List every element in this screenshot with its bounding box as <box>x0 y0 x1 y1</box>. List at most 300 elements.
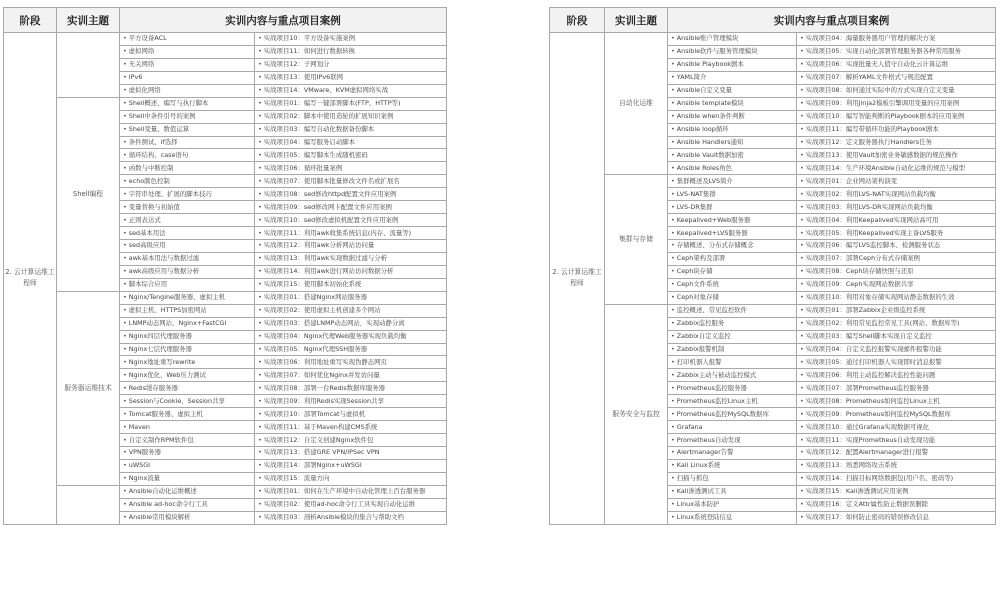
stage-cell: 2. 云计算运维工程师 <box>550 33 605 525</box>
bullet-icon: • <box>258 319 262 328</box>
content-item <box>120 459 255 472</box>
content-item <box>668 265 797 278</box>
bullet-icon: • <box>671 163 675 172</box>
bullet-icon: • <box>123 500 127 509</box>
content-item-text: Kali Linux系统 <box>676 461 721 470</box>
content-item <box>668 408 797 421</box>
content-item-text: Ansible软件与服务管理模块 <box>676 47 758 56</box>
bullet-icon: • <box>800 332 804 341</box>
content-item <box>120 162 255 175</box>
bullet-icon: • <box>671 383 675 392</box>
bullet-icon: • <box>123 137 127 146</box>
project-item <box>797 240 996 253</box>
content-item <box>668 188 797 201</box>
project-item-text: 实战项目02：脚本中使用造轮的扩展知识案例 <box>263 112 394 121</box>
bullet-icon: • <box>123 254 127 263</box>
project-item <box>255 343 447 356</box>
content-item <box>120 511 255 524</box>
bullet-icon: • <box>258 241 262 250</box>
content-item-text: Nginx优化、Web压力测试 <box>128 370 206 379</box>
project-item <box>797 485 996 498</box>
bullet-icon: • <box>123 86 127 95</box>
project-item-text: 实战项目04：海量服务器用户管理的解决方案 <box>805 34 936 43</box>
bullet-icon: • <box>258 357 262 366</box>
content-item <box>668 330 797 343</box>
content-item-text: 脚本综合应用 <box>128 280 168 289</box>
project-item <box>255 511 447 524</box>
content-item-text: Prometheus监控Linux主机 <box>676 396 758 405</box>
content-item-text: 虚拟化网络 <box>128 86 161 95</box>
content-item <box>120 214 255 227</box>
table-header-row <box>4 8 447 33</box>
bullet-icon: • <box>671 112 675 121</box>
content-item <box>120 123 255 136</box>
bullet-icon: • <box>258 137 262 146</box>
content-item-text: 监控概述、常见监控软件 <box>676 306 748 315</box>
bullet-icon: • <box>671 396 675 405</box>
content-item <box>120 33 255 46</box>
bullet-icon: • <box>123 487 127 496</box>
content-item-text: Maven <box>128 422 150 431</box>
project-item <box>255 214 447 227</box>
bullet-icon: • <box>671 137 675 146</box>
project-item <box>797 304 996 317</box>
bullet-icon: • <box>671 500 675 509</box>
project-item-text: 实战项目01：企业网站架构演变 <box>805 176 897 185</box>
project-item-text: 实战项目13：使用Vault加密业务敏感数据的规范操作 <box>805 150 958 159</box>
header-stage: 阶段 <box>550 8 605 33</box>
project-item <box>797 369 996 382</box>
project-item <box>797 110 996 123</box>
content-item-text: Zabbix主动与被动监控模式 <box>676 370 757 379</box>
bullet-icon: • <box>123 435 127 444</box>
project-item <box>255 395 447 408</box>
content-item <box>120 240 255 253</box>
topic-cell: 服务安全与监控 <box>605 304 668 524</box>
stage-cell: 2. 云计算运维工程师 <box>4 33 57 525</box>
bullet-icon: • <box>671 60 675 69</box>
content-item <box>120 136 255 149</box>
bullet-icon: • <box>800 357 804 366</box>
content-item <box>668 291 797 304</box>
project-item <box>797 356 996 369</box>
project-item <box>255 291 447 304</box>
bullet-icon: • <box>123 112 127 121</box>
project-item-text: 实战项目04：自定义监控报警实现邮件报警功能 <box>805 344 942 353</box>
topic-cell: 自动化运维 <box>605 33 668 175</box>
project-item-text: 实战项目13：利用awk实现数据过滤与分析 <box>263 254 388 263</box>
bullet-icon: • <box>258 344 262 353</box>
content-item <box>120 110 255 123</box>
content-item <box>668 227 797 240</box>
project-item-text: 实战项目10：通过Grafana实现数据可视化 <box>805 422 930 431</box>
project-item <box>797 162 996 175</box>
bullet-icon: • <box>671 267 675 276</box>
content-item-text: 平方设备ACL <box>128 34 167 43</box>
bullet-icon: • <box>800 150 804 159</box>
project-item-text: 实战项目08：部署一台Redis数据库服务器 <box>263 383 386 392</box>
content-item <box>668 485 797 498</box>
bullet-icon: • <box>671 422 675 431</box>
bullet-icon: • <box>800 254 804 263</box>
bullet-icon: • <box>800 112 804 121</box>
project-item-text: 实战项目06：利用地址重写实现伪静态网页 <box>263 357 387 366</box>
content-item <box>120 58 255 71</box>
content-item <box>668 304 797 317</box>
bullet-icon: • <box>671 202 675 211</box>
content-item-text: 正则表达式 <box>128 215 161 224</box>
bullet-icon: • <box>800 383 804 392</box>
project-item <box>797 33 996 46</box>
bullet-icon: • <box>123 280 127 289</box>
project-item <box>797 188 996 201</box>
content-item-text: Prometheus监控服务器 <box>676 383 747 392</box>
content-item-text: 函数与中断控制 <box>128 163 174 172</box>
project-item <box>797 343 996 356</box>
content-item <box>668 214 797 227</box>
content-item <box>120 447 255 460</box>
table-row <box>550 33 996 46</box>
content-item-text: 扫描与抓包 <box>676 474 709 483</box>
table-row <box>4 291 447 304</box>
bullet-icon: • <box>800 319 804 328</box>
header-content: 实训内容与重点项目案例 <box>668 8 996 33</box>
content-item-text: LVS-NAT集群 <box>676 189 716 198</box>
content-item <box>668 369 797 382</box>
content-item-text: 字符串处理、扩展的脚本技巧 <box>128 189 212 198</box>
project-item <box>797 58 996 71</box>
content-item-text: LVS-DR集群 <box>676 202 713 211</box>
bullet-icon: • <box>258 228 262 237</box>
table-row <box>4 97 447 110</box>
project-item <box>255 123 447 136</box>
content-item-text: Ansible loop循环 <box>676 125 729 134</box>
content-item <box>120 498 255 511</box>
content-item <box>120 421 255 434</box>
project-item-text: 实战项目08：sed修改httpd配置文件应用案例 <box>263 189 397 198</box>
project-item-text: 实战项目12：配置Alertmanager进行报警 <box>805 448 929 457</box>
project-item <box>255 149 447 162</box>
bullet-icon: • <box>258 448 262 457</box>
project-item <box>797 278 996 291</box>
bullet-icon: • <box>123 176 127 185</box>
bullet-icon: • <box>671 176 675 185</box>
project-item <box>797 447 996 460</box>
content-item <box>120 485 255 498</box>
bullet-icon: • <box>258 370 262 379</box>
content-item <box>668 252 797 265</box>
project-item <box>797 123 996 136</box>
bullet-icon: • <box>800 228 804 237</box>
bullet-icon: • <box>123 60 127 69</box>
bullet-icon: • <box>258 47 262 56</box>
content-item <box>120 472 255 485</box>
content-item-text: Ansible常用模块解析 <box>128 513 191 522</box>
project-item <box>255 201 447 214</box>
project-item-text: 实战项目06：循环批量案例 <box>263 163 343 172</box>
content-item-text: awk基本用法与数据过滤 <box>128 254 200 263</box>
project-item <box>255 369 447 382</box>
project-item <box>255 356 447 369</box>
project-item-text: 实战项目07：使用脚本批量修改文件名或扩展名 <box>263 176 400 185</box>
content-item-text: Grafana <box>676 422 703 431</box>
bullet-icon: • <box>258 254 262 263</box>
project-item <box>797 317 996 330</box>
bullet-icon: • <box>671 409 675 418</box>
project-item-text: 实战项目15：流量方向 <box>263 474 330 483</box>
project-item-text: 实战项目13：使用IPv6联网 <box>263 73 344 82</box>
bullet-icon: • <box>800 176 804 185</box>
bullet-icon: • <box>800 370 804 379</box>
bullet-icon: • <box>258 99 262 108</box>
content-item <box>120 434 255 447</box>
project-item <box>255 45 447 58</box>
bullet-icon: • <box>258 176 262 185</box>
project-item <box>255 58 447 71</box>
content-item-text: Nginx七层代理服务器 <box>128 344 192 353</box>
content-item <box>668 136 797 149</box>
project-item-text: 实战项目04：编写服务启动脚本 <box>263 137 355 146</box>
topic-cell <box>57 33 120 98</box>
project-item <box>255 330 447 343</box>
project-item <box>255 240 447 253</box>
bullet-icon: • <box>671 461 675 470</box>
project-item-text: 实战项目14：利用awk进行网站访问数据分析 <box>263 267 394 276</box>
project-item-text: 实战项目07：部署Prometheus监控服务器 <box>805 383 929 392</box>
project-item <box>797 265 996 278</box>
content-item <box>120 343 255 356</box>
content-item-text: 变量替换与初始值 <box>128 202 180 211</box>
bullet-icon: • <box>800 422 804 431</box>
content-item-text: awk高级应用与数据分析 <box>128 267 200 276</box>
content-item <box>668 434 797 447</box>
content-item-text: 存储概述、分布式存储概念 <box>676 241 754 250</box>
content-item <box>120 45 255 58</box>
table-header-row <box>550 8 996 33</box>
project-item-text: 实战项目11：实现Prometheus自动发现功能 <box>805 435 936 444</box>
content-item-text: Ansible Playbook剧本 <box>676 60 744 69</box>
project-item-text: 实战项目09：Prometheus如何监控MySQL数据库 <box>805 409 951 418</box>
project-item <box>797 472 996 485</box>
bullet-icon: • <box>800 137 804 146</box>
project-item-text: 实战项目09：Ceph实现网站数据共享 <box>805 280 914 289</box>
content-item-text: Nginx流量 <box>128 474 161 483</box>
bullet-icon: • <box>800 86 804 95</box>
bullet-icon: • <box>800 267 804 276</box>
project-item-text: 实战项目07：部署Ceph分布式存储案例 <box>805 254 920 263</box>
project-item <box>255 459 447 472</box>
bullet-icon: • <box>258 332 262 341</box>
content-item <box>668 110 797 123</box>
content-item-text: Ansible Handlers通知 <box>676 137 744 146</box>
project-item-text: 实战项目02：利用常见监控常见工具(网站、数据库等) <box>805 319 960 328</box>
bullet-icon: • <box>800 215 804 224</box>
project-item-text: 实战项目10：sed修改虚拟机配置文件应用案例 <box>263 215 399 224</box>
project-item <box>255 252 447 265</box>
project-item <box>797 395 996 408</box>
bullet-icon: • <box>800 47 804 56</box>
content-item-text: 无关网络 <box>128 60 155 69</box>
content-item <box>120 149 255 162</box>
content-item-text: Zabbix报警机制 <box>676 344 725 353</box>
content-item-text: Ansible when条件判断 <box>676 112 745 121</box>
content-item <box>668 278 797 291</box>
content-item <box>120 291 255 304</box>
bullet-icon: • <box>258 306 262 315</box>
project-item <box>255 447 447 460</box>
project-item-text: 实战项目09：sed修改网卡配置文件应用案例 <box>263 202 392 211</box>
project-item-text: 实战项目02：利用LVS-NAT实现网站负载均衡 <box>805 189 936 198</box>
project-item-text: 实战项目13：熟悉网络攻击系统 <box>805 461 897 470</box>
content-item <box>120 408 255 421</box>
content-item-text: Ceph对象存储 <box>676 293 719 302</box>
project-item <box>255 175 447 188</box>
bullet-icon: • <box>671 125 675 134</box>
content-item <box>668 162 797 175</box>
content-item <box>668 84 797 97</box>
project-item <box>797 498 996 511</box>
project-item-text: 实战项目01：部署Zabbix企业级监控系统 <box>805 306 926 315</box>
project-item-text: 实战项目09：利用Redis实现Session共享 <box>263 396 384 405</box>
bullet-icon: • <box>123 73 127 82</box>
project-item-text: 实战项目12：定义服务器执行Handlers任务 <box>805 137 932 146</box>
bullet-icon: • <box>800 409 804 418</box>
bullet-icon: • <box>258 422 262 431</box>
project-item <box>255 227 447 240</box>
project-item-text: 实战项目15：使用脚本初始化系统 <box>263 280 362 289</box>
project-item-text: 实战项目12：利用awk分析网站访问量 <box>263 241 375 250</box>
bullet-icon: • <box>258 513 262 522</box>
project-item <box>797 291 996 304</box>
bullet-icon: • <box>123 344 127 353</box>
content-item <box>120 227 255 240</box>
project-item <box>797 97 996 110</box>
bullet-icon: • <box>123 396 127 405</box>
bullet-icon: • <box>671 254 675 263</box>
content-item-text: Prometheus自动发现 <box>676 435 741 444</box>
header-content: 实训内容与重点项目案例 <box>120 8 447 33</box>
project-item <box>797 201 996 214</box>
project-item <box>797 252 996 265</box>
topic-cell: 集群与存储 <box>605 175 668 304</box>
bullet-icon: • <box>800 241 804 250</box>
content-item <box>668 395 797 408</box>
project-item <box>255 162 447 175</box>
bullet-icon: • <box>258 500 262 509</box>
bullet-icon: • <box>123 189 127 198</box>
project-item <box>797 149 996 162</box>
content-item <box>668 58 797 71</box>
content-item <box>668 240 797 253</box>
content-item-text: 虚拟网络 <box>128 47 155 56</box>
content-item-text: Redis缓存服务器 <box>128 383 178 392</box>
project-item-text: 实战项目10：编写智能判断的Playbook剧本的应用案例 <box>805 112 965 121</box>
content-item-text: Shell概述、编写与执行脚本 <box>128 99 209 108</box>
project-item <box>797 459 996 472</box>
bullet-icon: • <box>123 422 127 431</box>
content-item-text: Ansible ad-hoc命令行工具 <box>128 500 208 509</box>
project-item <box>255 408 447 421</box>
bullet-icon: • <box>258 215 262 224</box>
bullet-icon: • <box>258 267 262 276</box>
content-item-text: 虚拟主机、HTTPS加密网站 <box>128 306 207 315</box>
content-item-text: Ansible自定义变量 <box>676 86 733 95</box>
content-item <box>668 343 797 356</box>
project-item-text: 实战项目03：搭建LNMP动态网站，实现动静分离 <box>263 319 405 328</box>
bullet-icon: • <box>671 487 675 496</box>
bullet-icon: • <box>123 228 127 237</box>
bullet-icon: • <box>123 513 127 522</box>
bullet-icon: • <box>258 73 262 82</box>
project-item-text: 实战项目01：编写一键部署脚本(FTP、HTTP等) <box>263 99 401 108</box>
project-item <box>255 382 447 395</box>
project-item-text: 实战项目09：利用Jinja2模板引擎调用变量的应用案例 <box>805 99 960 108</box>
content-item-text: Nginx/Tengine服务器、虚拟主机 <box>128 293 226 302</box>
project-item <box>797 382 996 395</box>
project-item-text: 实战项目10：平方设备实施案例 <box>263 34 355 43</box>
content-item <box>668 447 797 460</box>
topic-cell: 服务器运维技术 <box>57 291 120 485</box>
bullet-icon: • <box>258 86 262 95</box>
bullet-icon: • <box>800 99 804 108</box>
project-item-text: 实战项目17：如何防止密码的错误修改信息 <box>805 513 929 522</box>
project-item-text: 实战项目14：生产环境Ansible自动化运维的规范与模型 <box>805 163 966 172</box>
bullet-icon: • <box>258 461 262 470</box>
content-item-text: sed基本用法 <box>128 228 166 237</box>
content-item <box>668 71 797 84</box>
content-item <box>668 356 797 369</box>
bullet-icon: • <box>800 487 804 496</box>
content-item-text: Ansible Vault数据加密 <box>676 150 744 159</box>
content-item-text: Ceph文件系统 <box>676 280 719 289</box>
project-item <box>797 511 996 524</box>
bullet-icon: • <box>671 280 675 289</box>
content-item <box>668 33 797 46</box>
bullet-icon: • <box>671 150 675 159</box>
content-item <box>120 252 255 265</box>
bullet-icon: • <box>671 228 675 237</box>
bullet-icon: • <box>671 73 675 82</box>
project-item-text: 实战项目12：自定义创建Nginx软件包 <box>263 435 374 444</box>
content-item-text: echo颜色控制 <box>128 176 170 185</box>
bullet-icon: • <box>800 396 804 405</box>
content-item-text: 自定义制作RPM软件包 <box>128 435 194 444</box>
content-item <box>668 175 797 188</box>
bullet-icon: • <box>123 409 127 418</box>
project-item <box>797 45 996 58</box>
table-row <box>550 175 996 188</box>
bullet-icon: • <box>671 435 675 444</box>
bullet-icon: • <box>671 370 675 379</box>
project-item-text: 实战项目14：部署Nginx+uWSGI <box>263 461 362 470</box>
bullet-icon: • <box>258 474 262 483</box>
bullet-icon: • <box>123 34 127 43</box>
bullet-icon: • <box>258 125 262 134</box>
bullet-icon: • <box>123 163 127 172</box>
bullet-icon: • <box>671 47 675 56</box>
project-item <box>255 136 447 149</box>
bullet-icon: • <box>671 86 675 95</box>
project-item-text: 实战项目11：利用awk收集系统信息(内存、流量等) <box>263 228 412 237</box>
content-item-text: Ansible账户管理模块 <box>676 34 739 43</box>
content-item-text: Linux系统登陆信息 <box>676 513 733 522</box>
bullet-icon: • <box>800 189 804 198</box>
bullet-icon: • <box>800 474 804 483</box>
bullet-icon: • <box>123 448 127 457</box>
project-item <box>255 84 447 97</box>
project-item-text: 实战项目05：利用Keepalived实现主备LVS服务 <box>805 228 944 237</box>
project-item-text: 实战项目08：如何通过实际中的方式实现自定义变量 <box>805 86 955 95</box>
